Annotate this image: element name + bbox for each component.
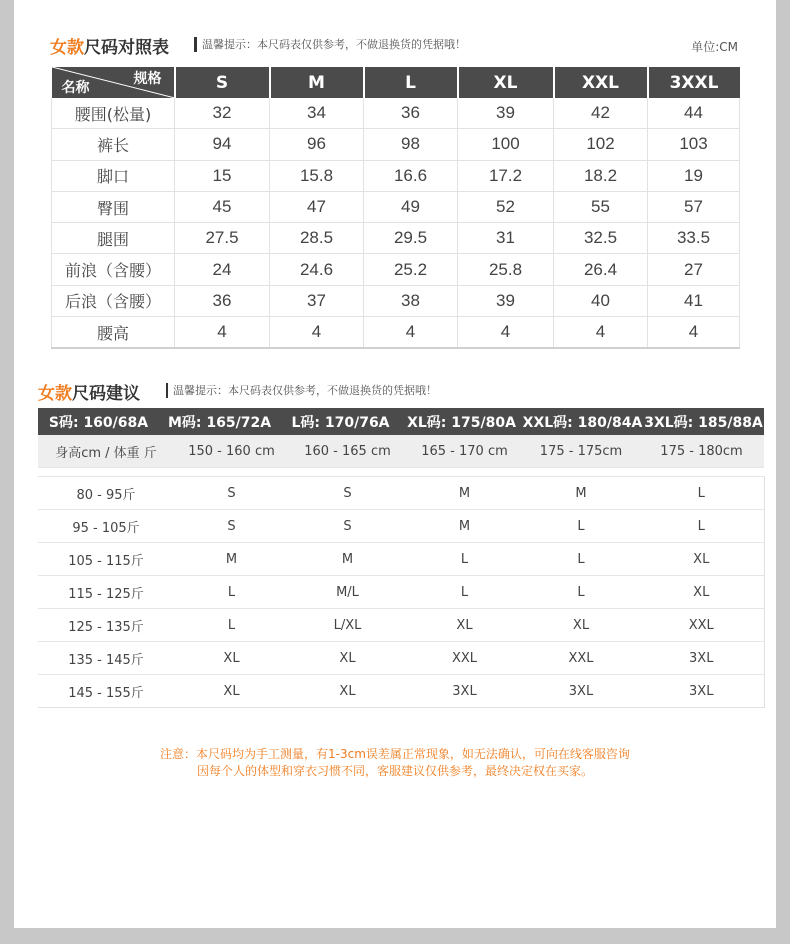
recommended-size: XL bbox=[289, 675, 406, 708]
corner-header: 规格 名称 bbox=[52, 67, 175, 98]
weight-row bbox=[38, 576, 764, 609]
measure-value: 36 bbox=[364, 98, 458, 129]
recommended-size: L bbox=[406, 543, 523, 576]
weight-range: 145 - 155斤 bbox=[38, 675, 174, 708]
weight-row bbox=[38, 675, 764, 708]
size-chart-tip: 温馨提示：本尺码表仅供参考，不做退换货的凭据哦！ bbox=[194, 37, 466, 52]
weight-row bbox=[38, 510, 764, 543]
recommended-size: XL bbox=[174, 675, 289, 708]
recommended-size: XL bbox=[289, 642, 406, 675]
recommended-size: L bbox=[639, 477, 764, 510]
measure-value: 18.2 bbox=[554, 160, 648, 191]
weight-range: 80 - 95斤 bbox=[38, 477, 174, 510]
weight-range: 115 - 125斤 bbox=[38, 576, 174, 609]
height-range: 150 - 160 cm bbox=[174, 435, 289, 468]
measure-row bbox=[52, 191, 740, 222]
size-chart-title: 女款尺码对照表 bbox=[50, 38, 169, 58]
recommended-size: 3XL bbox=[639, 675, 764, 708]
recommended-size: XXL bbox=[406, 642, 523, 675]
weight-row bbox=[38, 642, 764, 675]
measure-value: 55 bbox=[554, 191, 648, 222]
measure-value: 19 bbox=[648, 160, 740, 191]
size-col-header: XXL bbox=[554, 67, 648, 98]
measure-value: 39 bbox=[458, 285, 554, 316]
measure-row bbox=[52, 254, 740, 285]
weight-row bbox=[38, 543, 764, 576]
height-range: 175 - 180cm bbox=[639, 435, 764, 468]
measure-name: 腰围(松量) bbox=[52, 98, 175, 129]
measure-row bbox=[52, 285, 740, 316]
measure-name: 前浪（含腰） bbox=[52, 254, 175, 285]
height-range: 175 - 175cm bbox=[523, 435, 639, 468]
measure-row bbox=[52, 129, 740, 160]
size-code: M码: 165/72A bbox=[167, 414, 272, 431]
height-weight-row bbox=[38, 435, 764, 468]
measure-value: 25.8 bbox=[458, 254, 554, 285]
measure-name: 腿围 bbox=[52, 223, 175, 254]
measure-value: 4 bbox=[554, 317, 648, 349]
recommended-size: L bbox=[523, 510, 639, 543]
recommended-size: M bbox=[406, 477, 523, 510]
measure-value: 32.5 bbox=[554, 223, 648, 254]
measure-value: 17.2 bbox=[458, 160, 554, 191]
weight-range: 95 - 105斤 bbox=[38, 510, 174, 543]
recommended-size: M bbox=[289, 543, 406, 576]
measure-value: 4 bbox=[364, 317, 458, 349]
measure-value: 44 bbox=[648, 98, 740, 129]
measure-value: 27 bbox=[648, 254, 740, 285]
measure-value: 4 bbox=[270, 317, 364, 349]
measure-value: 34 bbox=[270, 98, 364, 129]
measure-name: 后浪（含腰） bbox=[52, 285, 175, 316]
recommended-size: M/L bbox=[289, 576, 406, 609]
recommended-size: M bbox=[174, 543, 289, 576]
recommended-size: XL bbox=[523, 609, 639, 642]
measure-value: 27.5 bbox=[175, 223, 270, 254]
page bbox=[14, 0, 776, 928]
size-code: L码: 170/76A bbox=[291, 414, 390, 431]
size-col-header: S bbox=[175, 67, 270, 98]
measure-value: 24.6 bbox=[270, 254, 364, 285]
measure-row bbox=[52, 223, 740, 254]
size-advice-title: 女款尺码建议 bbox=[38, 384, 140, 404]
recommended-size: XXL bbox=[639, 609, 764, 642]
measure-row bbox=[52, 160, 740, 191]
spacer-row bbox=[38, 468, 764, 477]
size-chart-table bbox=[51, 67, 740, 349]
weight-range: 135 - 145斤 bbox=[38, 642, 174, 675]
recommended-size: XXL bbox=[523, 642, 639, 675]
measure-value: 57 bbox=[648, 191, 740, 222]
recommended-size: M bbox=[523, 477, 639, 510]
measure-value: 28.5 bbox=[270, 223, 364, 254]
size-advice-tip: 温馨提示：本尺码表仅供参考，不做退换货的凭据哦！ bbox=[166, 383, 437, 398]
measure-value: 49 bbox=[364, 191, 458, 222]
measure-name: 脚口 bbox=[52, 160, 175, 191]
size-col-header: M bbox=[270, 67, 364, 98]
recommended-size: L bbox=[523, 576, 639, 609]
measure-value: 96 bbox=[270, 129, 364, 160]
recommended-size: XL bbox=[639, 543, 764, 576]
height-range: 165 - 170 cm bbox=[406, 435, 523, 468]
measure-value: 39 bbox=[458, 98, 554, 129]
measure-value: 41 bbox=[648, 285, 740, 316]
measure-value: 36 bbox=[175, 285, 270, 316]
weight-row bbox=[38, 609, 764, 642]
measure-value: 4 bbox=[175, 317, 270, 349]
measure-value: 98 bbox=[364, 129, 458, 160]
size-col-header: L bbox=[364, 67, 458, 98]
measure-value: 32 bbox=[175, 98, 270, 129]
unit-label: 单位:CM bbox=[691, 40, 738, 54]
recommended-size: S bbox=[174, 510, 289, 543]
recommended-size: M bbox=[406, 510, 523, 543]
recommended-size: XL bbox=[406, 609, 523, 642]
recommended-size: 3XL bbox=[406, 675, 523, 708]
measure-value: 26.4 bbox=[554, 254, 648, 285]
weight-range: 105 - 115斤 bbox=[38, 543, 174, 576]
measure-name: 臀围 bbox=[52, 191, 175, 222]
measure-value: 94 bbox=[175, 129, 270, 160]
size-code: XXL码: 180/84A bbox=[522, 414, 643, 431]
measure-value: 38 bbox=[364, 285, 458, 316]
recommended-size: S bbox=[289, 510, 406, 543]
measure-row bbox=[52, 317, 740, 349]
size-col-header: 3XXL bbox=[648, 67, 740, 98]
measure-value: 47 bbox=[270, 191, 364, 222]
recommended-size: 3XL bbox=[639, 642, 764, 675]
height-range: 160 - 165 cm bbox=[289, 435, 406, 468]
note-line-2: 因每个人的体型和穿衣习惯不同，客服建议仅供参考，最终决定权在买家。 bbox=[196, 764, 593, 778]
recommended-size: L bbox=[523, 543, 639, 576]
size-header-row bbox=[52, 67, 740, 98]
size-advice-body bbox=[38, 435, 764, 708]
recommended-size: L bbox=[174, 576, 289, 609]
size-code: XL码: 175/80A bbox=[407, 414, 516, 431]
recommended-size: L bbox=[406, 576, 523, 609]
size-advice-header bbox=[38, 408, 764, 435]
measure-value: 25.2 bbox=[364, 254, 458, 285]
recommended-size: XL bbox=[174, 642, 289, 675]
weight-range: 125 - 135斤 bbox=[38, 609, 174, 642]
measure-value: 15 bbox=[175, 160, 270, 191]
measure-value: 4 bbox=[648, 317, 740, 349]
recommended-size: XL bbox=[639, 576, 764, 609]
measure-value: 103 bbox=[648, 129, 740, 160]
note-line-1: 注意：本尺码均为手工测量，有1-3cm误差属正常现象，如无法确认，可向在线客服咨询 bbox=[160, 747, 630, 761]
measure-value: 102 bbox=[554, 129, 648, 160]
height-weight-label: 身高cm / 体重 斤 bbox=[38, 435, 174, 468]
measure-row bbox=[52, 98, 740, 129]
size-code: 3XL码: 185/88A bbox=[644, 414, 763, 431]
weight-row bbox=[38, 477, 764, 510]
measure-value: 52 bbox=[458, 191, 554, 222]
recommended-size: 3XL bbox=[523, 675, 639, 708]
measure-value: 40 bbox=[554, 285, 648, 316]
recommended-size: L bbox=[174, 609, 289, 642]
size-chart-body bbox=[52, 98, 740, 348]
measure-value: 31 bbox=[458, 223, 554, 254]
measure-name: 腰高 bbox=[52, 317, 175, 349]
measure-value: 37 bbox=[270, 285, 364, 316]
measure-value: 29.5 bbox=[364, 223, 458, 254]
size-advice-table bbox=[38, 435, 765, 708]
recommended-size: L/XL bbox=[289, 609, 406, 642]
measure-value: 24 bbox=[175, 254, 270, 285]
size-col-header: XL bbox=[458, 67, 554, 98]
measure-value: 42 bbox=[554, 98, 648, 129]
measure-value: 16.6 bbox=[364, 160, 458, 191]
measure-name: 裤长 bbox=[52, 129, 175, 160]
recommended-size: L bbox=[639, 510, 764, 543]
measure-value: 100 bbox=[458, 129, 554, 160]
measure-value: 4 bbox=[458, 317, 554, 349]
recommended-size: S bbox=[289, 477, 406, 510]
measure-value: 15.8 bbox=[270, 160, 364, 191]
size-code: S码: 160/68A bbox=[48, 414, 149, 431]
measure-value: 45 bbox=[175, 191, 270, 222]
recommended-size: S bbox=[174, 477, 289, 510]
measure-value: 33.5 bbox=[648, 223, 740, 254]
